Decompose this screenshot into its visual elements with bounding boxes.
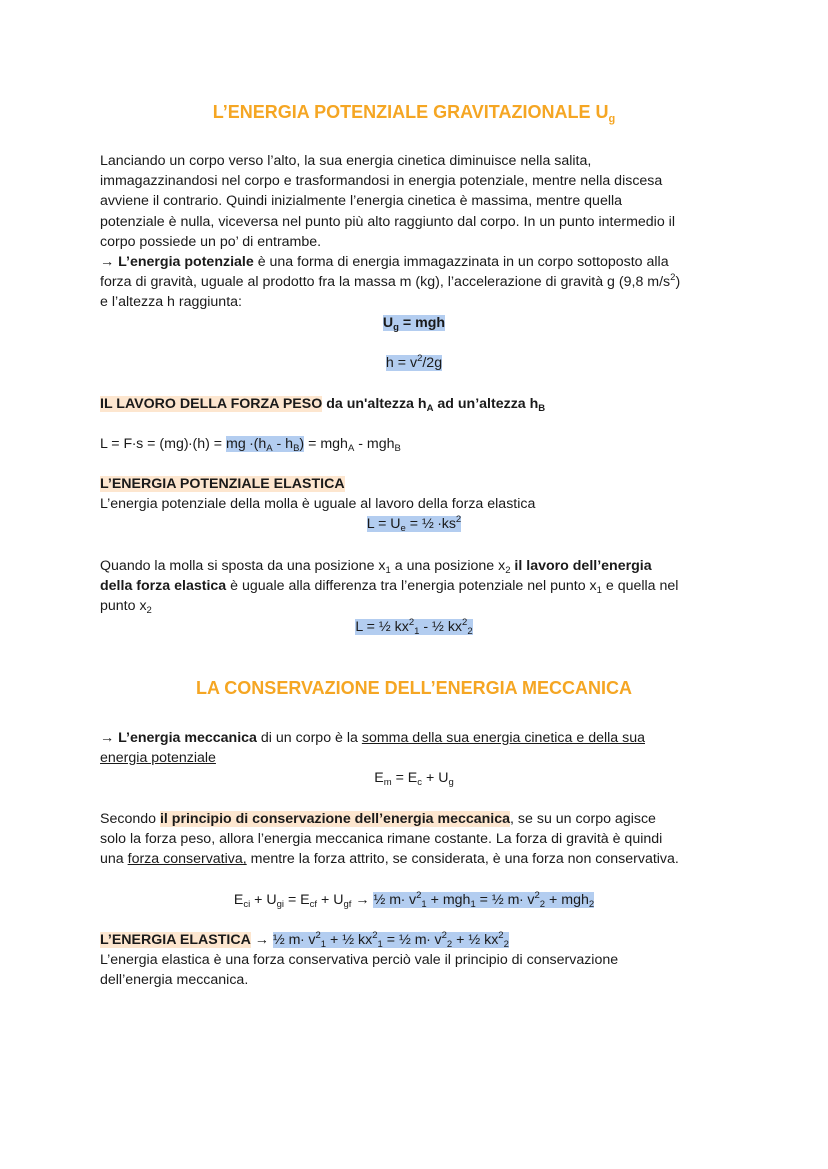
underlined-text: forza conservativa, [127,851,247,868]
formula-text: + U [250,892,277,908]
formula-text: = E [391,770,418,786]
subscript: 2 [146,605,152,617]
formula-highlight [383,315,445,331]
body-line: dell’energia meccanica. [100,972,249,989]
body-text: punto x [100,598,147,615]
arrow-glyph: → [351,892,374,908]
underlined-text: somma della sua energia cinetica e della sua [361,730,645,746]
body-text: a una posizione x [390,558,506,574]
arrow-glyph: → [250,932,273,948]
equation-text: = mgh [304,436,348,452]
subscript: B [394,443,401,454]
paragraph-mechanical [100,728,740,768]
formula-ug [0,313,828,333]
subscript: c [417,777,423,788]
formula-text: - ½ kx [419,619,463,635]
equation-text: ) [299,436,305,452]
formula-text: = ½ m∙ v [382,932,442,948]
definition-line: e l’altezza h raggiunta: [100,294,242,311]
body-text: , se su un corpo agisce [510,811,656,827]
superscript: 2 [462,617,468,628]
formula-highlight [386,355,442,371]
formula-text: L = ½ kx [355,619,409,635]
body-text: Quando la molla si sposta da una posizione x [100,558,386,574]
formula-text: + mgh [426,892,471,908]
subscript: 1 [470,899,476,910]
paragraph-spring [100,556,740,617]
formula-highlight [373,892,594,908]
term-bold: L’energia meccanica [118,730,257,746]
definition-text: ) [675,274,681,291]
subscript: 2 [588,899,595,910]
body-line: L’energia elastica è una forza conservativa perciò vale il principio di conservazione [100,952,619,969]
underlined-text: energia potenziale [100,750,216,767]
formula-spring-work [0,617,828,637]
superscript: 2 [315,930,321,941]
title-subscript: g [608,113,616,125]
formula-text: + ½ kx [452,932,499,948]
subscript: 1 [596,585,602,597]
subscript: 2 [446,939,453,950]
body-text: e quella nel [601,578,679,595]
formula-text: h = v [385,355,418,371]
subscript: 1 [385,565,391,576]
superscript: 2 [534,890,540,901]
body-text: mentre la forza attrito, se considerata, è una forza non conservativa. [246,851,679,868]
superscript: 2 [417,353,423,364]
arrow-glyph: → [100,730,119,746]
formula-text: E [233,892,244,908]
subscript: g [393,322,399,333]
subscript: 2 [503,939,509,950]
formula-text: E [374,770,384,786]
intro-line: avviene il contrario. Quindi inizialmente l’energia cinetica è massima, mentre quella [100,193,623,210]
formula-text: ½ m∙ v [373,892,417,908]
formula-text: U [382,315,394,331]
superscript: 2 [441,930,447,941]
intro-line: corpo possiede un po’ di entrambe. [100,233,322,250]
arrow-glyph: → [100,254,119,271]
subscript: cf [309,899,318,910]
title-text: L’ENERGIA POTENZIALE GRAVITAZIONALE U [212,102,609,122]
subscript: 1 [421,899,427,910]
formula-em [0,768,828,788]
formula-text: = ½ ∙ks [405,516,456,532]
heading-work-weight [100,394,740,414]
heading-text: ad un’altezza h [433,396,539,412]
equation-highlight [226,436,304,452]
subscript: A [266,443,273,454]
definition-line [100,272,740,292]
subscript: 2 [467,626,473,637]
section-elastic-energy [100,930,740,991]
equation-text: - h [272,436,294,452]
formula-text: /2g [422,355,443,371]
subscript: A [347,443,355,454]
subscript: e [400,523,406,534]
subscript: 2 [505,565,511,576]
heading-text: da un'altezza h [322,396,427,412]
formula-text: = ½ m∙ v [475,892,535,908]
formula-text: + U [422,770,449,786]
body-line: L’energia potenziale della molla è uguale al lavoro della forza elastica [100,496,536,513]
formula-text: ½ m∙ v [272,932,316,948]
body-text: una [100,851,128,868]
subscript: g [448,777,454,788]
superscript: 2 [455,514,462,525]
body-bold: della forza elastica [100,578,227,595]
formula-text: = mgh [398,315,446,331]
superscript: 2 [372,930,378,941]
section-title-gravitational [0,102,828,125]
intro-line: potenziale è nulla, viceversa nel punto più alto raggiunto dal corpo. In un punto intermedio il [100,213,675,230]
superscript: 2 [670,272,676,284]
formula-highlight [367,516,461,532]
body-text: è uguale alla differenza tra l’energia potenziale nel punto x [226,578,597,595]
subscript: B [538,403,546,414]
equation-conservation [0,890,828,910]
paragraph-principle [100,809,740,870]
body-text: Secondo [100,811,160,827]
formula-text: L = U [366,516,401,532]
section-elastic-potential [100,474,740,514]
superscript: 2 [416,890,422,901]
subscript: 1 [414,626,420,637]
heading-highlight: IL LAVORO DELLA FORZA PESO [100,396,323,412]
definition-text: forza di gravità, uguale al prodotto fra la massa m (kg), l’accelerazione di gravità g (9,8 m/s [100,274,671,291]
formula-text: + U [317,892,344,908]
intro-line: Lanciando un corpo verso l’alto, la sua energia cinetica diminuisce nella salita, [100,153,592,169]
section-title-conservation [0,678,828,698]
subscript: 1 [320,939,327,950]
title-text: LA CONSERVAZIONE DELL’ENERGIA MECCANICA [195,678,633,698]
body-bold: il lavoro dell’energia [510,558,652,574]
formula-elastic [0,514,828,534]
formula-text: = E [284,892,310,908]
superscript: 2 [498,930,504,941]
equation-text: mg ∙(h [226,436,267,452]
equation-text: L = F∙s = (mg)∙(h) = [100,436,227,452]
body-text: di un corpo è la [256,730,362,746]
formula-highlight [273,932,509,948]
paragraph-intro [100,151,740,313]
subscript: A [426,403,434,414]
equation-work [100,434,740,454]
equation-text: - mgh [354,436,395,452]
body-line: solo la forza peso, allora l’energia meccanica rimane costante. La forza di gravità è quindi [100,831,663,848]
subscript: ci [243,899,251,910]
superscript: 2 [408,617,415,628]
formula-text: + ½ kx [326,932,373,948]
subscript: 2 [539,899,546,910]
body-bold-highlight: il principio di conservazione dell’energia meccanica [159,811,511,827]
heading-highlight: L’ENERGIA POTENZIALE ELASTICA [100,476,345,492]
subscript: gf [343,899,352,910]
definition-text: è una forma di energia immagazzinata in un corpo sottoposto alla [253,254,669,271]
subscript: m [383,777,392,788]
term-bold: L’energia potenziale [118,254,254,271]
subscript: gi [276,899,285,910]
intro-line: immagazzinandosi nel corpo e trasformandosi in energia potenziale, mentre nella discesa [100,173,663,190]
heading-highlight: L’ENERGIA ELASTICA [100,932,251,948]
subscript: B [293,443,300,454]
formula-highlight [355,619,472,635]
subscript: 1 [377,939,383,950]
formula-text: + mgh [545,892,589,908]
formula-h [0,353,828,373]
definition-line [100,252,740,272]
